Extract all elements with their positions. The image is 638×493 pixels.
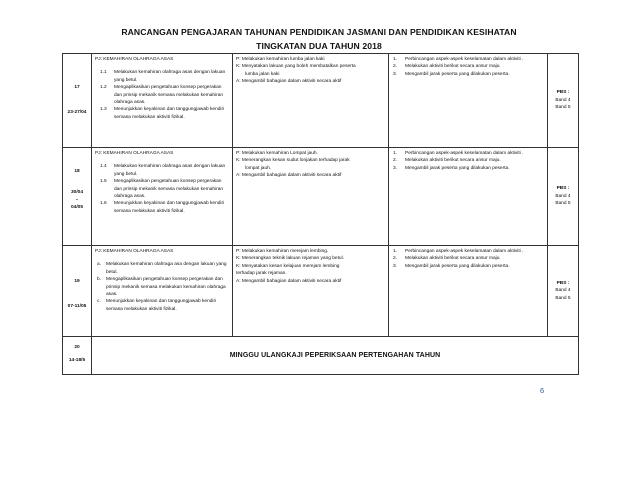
week-cell <box>63 337 92 375</box>
focus-line: P: Melakukan kemahiran merejam lembing. <box>236 249 329 254</box>
activity-text: Mengambil jarak peserta yang dilakukan peserta. <box>405 165 510 171</box>
focus-line: A: Mengambil bahagian dalam aktiviti secara aktif <box>236 173 342 179</box>
page-number: 6 <box>540 386 545 395</box>
activity-number: 2. <box>393 256 398 262</box>
activity-text: Mengambil jarak peserta yang dilakukan peserta. <box>405 71 510 77</box>
unit-heading: PJ: KEMAHIRAN OLAHRAGA ASAS <box>95 249 174 254</box>
objective-number: 1.1 <box>100 70 107 76</box>
focus-line: P: Melakukan kemahiran lumba jalan kaki <box>236 57 325 62</box>
objective-number: b. <box>97 277 102 283</box>
activity-item <box>392 165 544 172</box>
week-dates: 14-18/5 <box>68 358 86 364</box>
activity-item <box>392 150 544 157</box>
pbs-label: PBS : <box>556 280 570 286</box>
learning-objective <box>95 298 229 313</box>
activity-number: 1. <box>393 249 398 254</box>
activities-cell <box>389 148 548 246</box>
learning-objective <box>95 69 229 84</box>
focus-line: K: Menerangkan teknik lakuan rejaman yang betul. <box>236 256 344 262</box>
week-row <box>63 246 579 337</box>
pbs-band: Band 5 <box>555 295 571 301</box>
week-dates: – <box>75 197 79 203</box>
activities-cell <box>389 54 548 148</box>
focus-line: lompat jauh. <box>245 165 272 171</box>
focus-line: K: Menerangkan kesan sudut lonjakan terhadap jarak <box>236 158 350 164</box>
focus-line: A: Mengambil bahagian dalam aktiviti secara aktif <box>236 79 342 85</box>
activity-item <box>392 71 544 78</box>
activity-item <box>392 63 544 70</box>
objective-text: Mengaplikasikan pengetahuan konsep pergerakan dan prinsip mekanik semasa melakukan kemahiran olahraga asas. <box>114 85 224 106</box>
pbs-band: Band 5 <box>555 201 571 207</box>
week-row <box>63 54 579 148</box>
activity-number: 3. <box>393 263 398 269</box>
pbs-band: Band 4 <box>555 97 571 103</box>
pbs-band: Band 5 <box>555 105 571 111</box>
pbs-cell <box>548 246 579 337</box>
pbs-band: Band 4 <box>555 288 571 294</box>
activity-text: Mengambil jarak peserta yang dilakukan peserta. <box>405 263 510 269</box>
objective-text: Menunjukkan keyakinan dan tanggungjawab kendiri semasa melakukan aktiviti fizikal. <box>114 201 225 214</box>
week-dates: 23-27/04 <box>67 110 87 116</box>
learning-objective <box>95 178 229 200</box>
objective-text: Mengaplikasikan pengetahuan konsep pergerakan dan prinsip mekanik semasa melakukan kemahiran olahraga asas. <box>106 277 226 298</box>
activity-number: 1. <box>393 57 398 62</box>
pbs-label: PBS : <box>556 186 570 192</box>
week-cell <box>63 148 92 246</box>
objectives-cell <box>92 54 233 148</box>
focus-line: K: Menyatakan kesan kelajuan merejam lembing <box>236 263 340 269</box>
objective-text: Melakukan kemahiran olahraga asa dengan lakuan yang betul. <box>106 262 227 275</box>
activity-item <box>392 263 544 270</box>
document-title: RANCANGAN PENGAJARAN TAHUNAN PENDIDIKAN JASMANI DAN PENDIDIKAN KESIHATAN <box>121 27 517 37</box>
focus-line: K: Menyatakan lakuan yang boleh membatalkan peserta <box>236 64 356 70</box>
focus-line: A: Mengambil bahagian dalam aktiviti secara aktif <box>236 278 342 284</box>
objective-text: Mengaplikasikan pengetahuan konsep pergerakan dan prinsip mekanik semasa melakukan kemahiran olahraga asas. <box>114 179 224 200</box>
week-dates: 30/04 <box>70 190 83 196</box>
activity-number: 1. <box>393 151 398 156</box>
focus-line: P: Melakukan kemahiran Lompat jauh. <box>236 151 318 156</box>
activity-item <box>392 255 544 262</box>
objectives-cell <box>92 246 233 337</box>
week-dates: 04/05 <box>70 205 83 211</box>
activities-cell <box>389 246 548 337</box>
activity-item <box>392 56 544 63</box>
objective-number: 1.2 <box>100 85 107 91</box>
unit-heading: PJ: KEMAHIRAN OLAHRAGA ASAS <box>95 57 174 62</box>
pbs-cell <box>548 54 579 148</box>
focus-cell <box>233 148 389 246</box>
week-number: 18 <box>74 169 80 174</box>
focus-cell <box>233 54 389 148</box>
focus-line: lumba jalan kaki <box>245 71 280 77</box>
activity-number: 3. <box>393 165 398 171</box>
unit-heading: PJ: KEMAHIRAN OLAHRAGA ASAS <box>95 151 174 156</box>
objective-number: 1.4 <box>100 164 107 170</box>
week-row <box>63 148 579 246</box>
week-cell <box>63 54 92 148</box>
objective-number: 1.6 <box>100 201 107 207</box>
week-number: 20 <box>74 345 80 350</box>
objective-number: c. <box>97 299 101 305</box>
activity-text: Melakukan aktiviti berikut secara ansur maju. <box>405 158 501 164</box>
objective-text: Menunjukkan keyakinan dan tanggungjawab kendiri semasa melakukan aktiviti fizikal. <box>106 299 217 312</box>
exam-text: MINGGU ULANGKAJI PEPERIKSAAN PERTENGAHAN TAHUN <box>92 337 579 375</box>
activity-number: 2. <box>393 158 398 164</box>
focus-line: terhadap jarak rejaman. <box>236 271 287 277</box>
learning-objective <box>95 261 229 276</box>
objectives-cell <box>92 148 233 246</box>
activity-text: Perbincangan aspek-aspek keselamatan dalam aktiviti . <box>405 249 524 254</box>
pbs-band: Band 4 <box>555 193 571 199</box>
activity-number: 3. <box>393 71 398 77</box>
activity-text: Perbincangan aspek-aspek keselamatan dalam aktiviti . <box>405 151 524 156</box>
lesson-plan-table <box>62 53 579 375</box>
week-dates: 07-11/05 <box>67 304 87 310</box>
activity-item <box>392 157 544 164</box>
pbs-label: PBS : <box>556 90 570 96</box>
objective-number: a. <box>97 262 102 268</box>
objective-number: 1.5 <box>100 179 107 185</box>
activity-text: Perbincangan aspek-aspek keselamatan dalam aktiviti . <box>405 57 524 62</box>
document-subtitle: TINGKATAN DUA TAHUN 2018 <box>256 41 382 51</box>
week-number: 17 <box>74 85 80 90</box>
activity-item <box>392 248 544 255</box>
objective-text: Melakukan kemahiran olahraga asas dengan lakuan yang betul. <box>114 70 226 83</box>
objective-text: Melakukan kemahiran olahraga asas dengan lakuan yang betul. <box>114 164 226 177</box>
lesson-plan-body <box>63 54 579 337</box>
focus-cell <box>233 246 389 337</box>
exam-row <box>63 337 579 375</box>
objective-text: Menunjukkan keyakinan dan tanggungjawab kendiri semasa melakukan aktiviti fizikal. <box>114 107 225 120</box>
activity-text: Melakukan aktiviti berikut secara ansur maju. <box>405 256 501 262</box>
learning-objective <box>95 84 229 106</box>
activity-number: 2. <box>393 64 398 70</box>
objective-number: 1.3 <box>100 107 107 113</box>
week-cell <box>63 246 92 337</box>
learning-objective <box>95 163 229 178</box>
activity-text: Melakukan aktiviti berikut secara ansur maju. <box>405 64 501 70</box>
pbs-cell <box>548 148 579 246</box>
week-number: 19 <box>74 279 80 284</box>
learning-objective <box>95 106 229 121</box>
learning-objective <box>95 200 229 215</box>
learning-objective <box>95 276 229 298</box>
